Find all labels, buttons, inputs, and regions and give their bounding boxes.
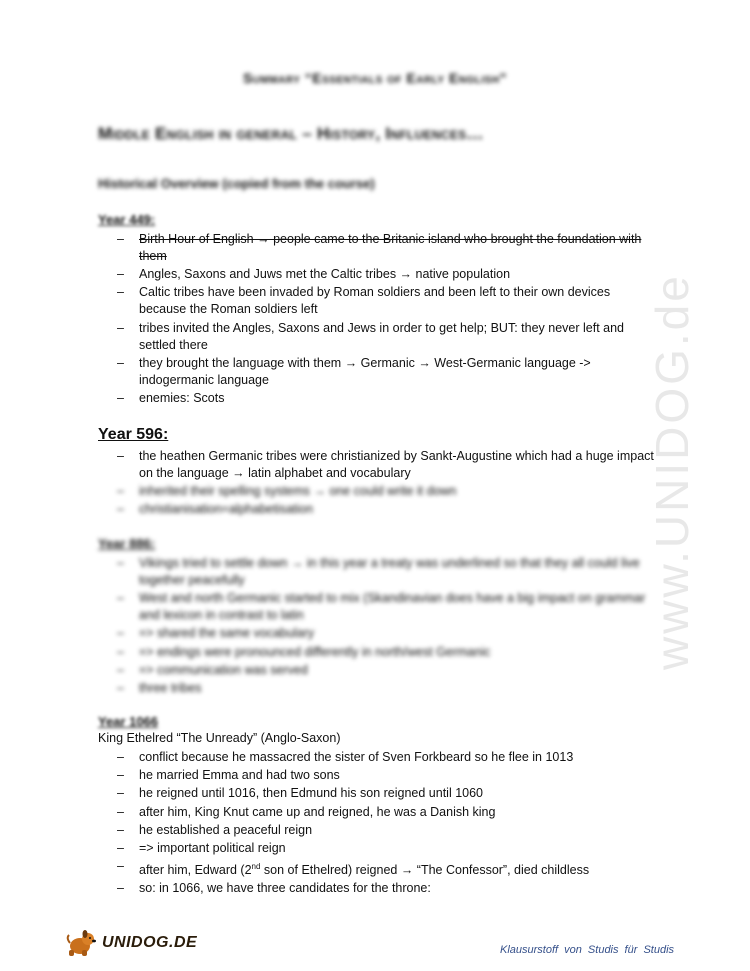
item-text: after him, Edward (2 — [139, 863, 252, 878]
footer-tagline: Klausurstoff von Studis für Studis — [500, 944, 675, 956]
bullet-list — [98, 231, 658, 407]
list-item: – West and north Germanic started to mix (Skandinavian does have a big impact on grammar and lexicon in contrast to latin — [98, 590, 658, 624]
list-item: – Caltic tribes have been invaded by Roman soldiers and been left to their own devices because the Roman soldiers left — [98, 284, 658, 318]
document-title: Summary “Essentials of Early English” — [242, 70, 508, 86]
year-heading: Year 1066 — [98, 714, 159, 729]
year-heading: Year 449: — [98, 212, 156, 227]
list-item: – => endings were pronounced differently in north/west Germanic — [98, 644, 658, 661]
list-item: – enemies: Scots — [98, 390, 658, 407]
list-item: – three tribes — [98, 680, 658, 697]
watermark: www.UNIDOG.de — [646, 273, 698, 670]
list-item: – the heathen Germanic tribes were christianized by Sankt-Augustine which had a huge impact on the language → latin alphabet and vocabulary — [98, 448, 658, 482]
list-item: – tribes invited the Angles, Saxons and Jews in order to get help; BUT: they never left and settled there — [98, 320, 658, 354]
section-year-449 — [98, 212, 658, 408]
list-item: – christianisation=alphabetisation — [98, 501, 658, 518]
bullet-list — [98, 555, 658, 697]
list-item: – conflict because he massacred the sister of Sven Forkbeard so he flee in 1013 — [98, 749, 658, 766]
list-item: – => shared the same vocabulary — [98, 625, 658, 642]
year-heading: Year 596: — [98, 426, 169, 443]
list-item: – Angles, Saxons and Juws met the Caltic tribes → native population — [98, 266, 658, 283]
list-item: – so: in 1066, we have three candidates for the throne: — [98, 880, 658, 897]
list-item: – he established a peaceful reign — [98, 822, 658, 839]
list-item — [98, 858, 658, 879]
list-item: – Vikings tried to settle down → in this year a treaty was underlined so that they all could live together peacefully — [98, 555, 658, 589]
item-text: son of Ethelred) reigned → “The Confessor”, died childless — [260, 863, 590, 878]
list-item: – they brought the language with them → Germanic → West-Germanic language -> indogermanic language — [98, 355, 658, 389]
section-intro: King Ethelred “The Unready” (Anglo-Saxon) — [98, 731, 341, 745]
year-heading: Year 886: — [98, 536, 156, 551]
list-item: – => communication was served — [98, 662, 658, 679]
section-year-596 — [98, 426, 658, 520]
unidog-logo — [66, 928, 197, 958]
list-item: – => important political reign — [98, 840, 658, 857]
logo-text: UNIDOG.DE — [102, 934, 198, 951]
list-item: – he reigned until 1016, then Edmund his son reigned until 1060 — [98, 785, 658, 802]
section-year-1066 — [98, 714, 658, 899]
section-year-886 — [98, 536, 658, 698]
overview-heading: Historical Overview (copied from the course) — [98, 176, 375, 191]
list-item: – Birth Hour of English → people came to the Britanic island who brought the foundation with them — [98, 231, 658, 265]
list-item: – after him, King Knut came up and reigned, he was a Danish king — [98, 804, 658, 821]
ordinal-suffix: nd — [251, 862, 261, 872]
bullet-list — [98, 448, 658, 518]
list-item: – he married Emma and had two sons — [98, 767, 658, 784]
list-item: – inherited their spelling systems → one could write it down — [98, 483, 658, 500]
section-title: Middle English in general – History, Influences… — [98, 124, 484, 143]
bullet-list — [98, 749, 658, 897]
dog-icon — [66, 928, 100, 958]
